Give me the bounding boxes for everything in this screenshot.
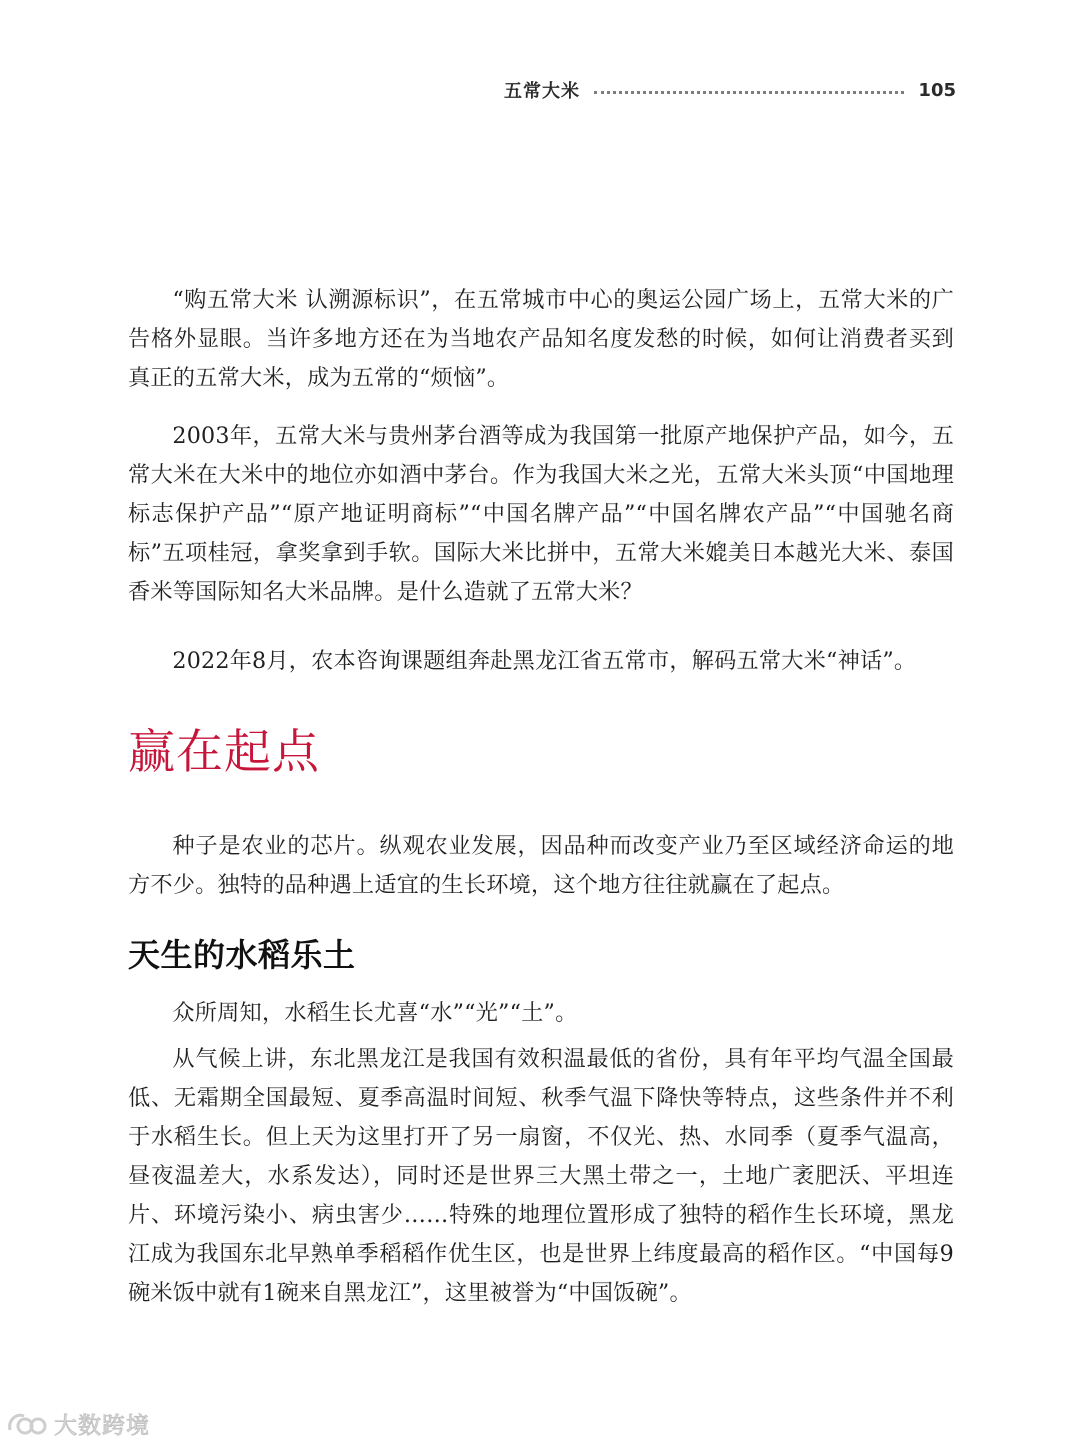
paragraph-seed-chip: 种子是农业的芯片。纵观农业发展，因品种而改变产业乃至区域经济命运的地方不少。独特的品种遇上适宜的生长环境，这个地方往往就赢在了起点。 — [128, 833, 954, 898]
page-number: 105 — [918, 79, 956, 101]
watermark — [6, 1406, 150, 1440]
watermark-logo-icon — [6, 1408, 48, 1438]
chapter-title: 五常大米 — [504, 81, 580, 102]
header-dot-leader — [594, 91, 904, 94]
paragraph-intro-slogan: “购五常大米 认溯源标识”，在五常城市中心的奥运公园广场上，五常大米的广告格外显眼。当许多地方还在为当地农产品知名度发愁的时候，如何让消费者买到真正的五常大米，成为五常的“烦恼”。 — [128, 287, 954, 391]
paragraph-water-light-soil: 众所周知，水稻生长尤喜“水”“光”“土”。 — [172, 1000, 578, 1026]
running-header — [504, 76, 956, 104]
paragraph-protected-product: 2003年，五常大米与贵州茅台酒等成为我国第一批原产地保护产品，如今，五常大米在大米中的地位亦如酒中茅台。作为我国大米之光，五常大米头顶“中国地理标志保护产品”“原产地证明商标”“中国名牌产品”“中国名牌农产品”“中国驰名商标”五项桂冠，拿奖拿到手软。国际大米比拼中，五常大米媲美日本越光大米、泰国香米等国际知名大米品牌。是什么造就了五常大米？ — [128, 423, 954, 605]
paragraph-climate-heilongjiang: 从气候上讲，东北黑龙江是我国有效积温最低的省份，具有年平均气温全国最低、无霜期全国最短、夏季高温时间短、秋季气温下降快等特点，这些条件并不利于水稻生长。但上天为这里打开了另一扇窗，不仅光、热、水同季（夏季气温高，昼夜温差大，水系发达），同时还是世界三大黑土带之一，土地广袤肥沃、平坦连片、环境污染小、病虫害少……特殊的地理位置形成了独特的稻作生长环境，黑龙江成为我国东北早熟单季稻稻作优生区，也是世界上纬度最高的稻作区。“中国每9碗米饭中就有1碗来自黑龙江”，这里被誉为“中国饭碗”。 — [128, 1046, 954, 1306]
section-title: 赢在起点 — [128, 725, 320, 780]
paragraph-research-trip: 2022年8月，农本咨询课题组奔赴黑龙江省五常市，解码五常大米“神话”。 — [172, 648, 917, 674]
watermark-text: 大数跨境 — [54, 1412, 150, 1439]
subsection-title: 天生的水稻乐土 — [128, 936, 356, 974]
